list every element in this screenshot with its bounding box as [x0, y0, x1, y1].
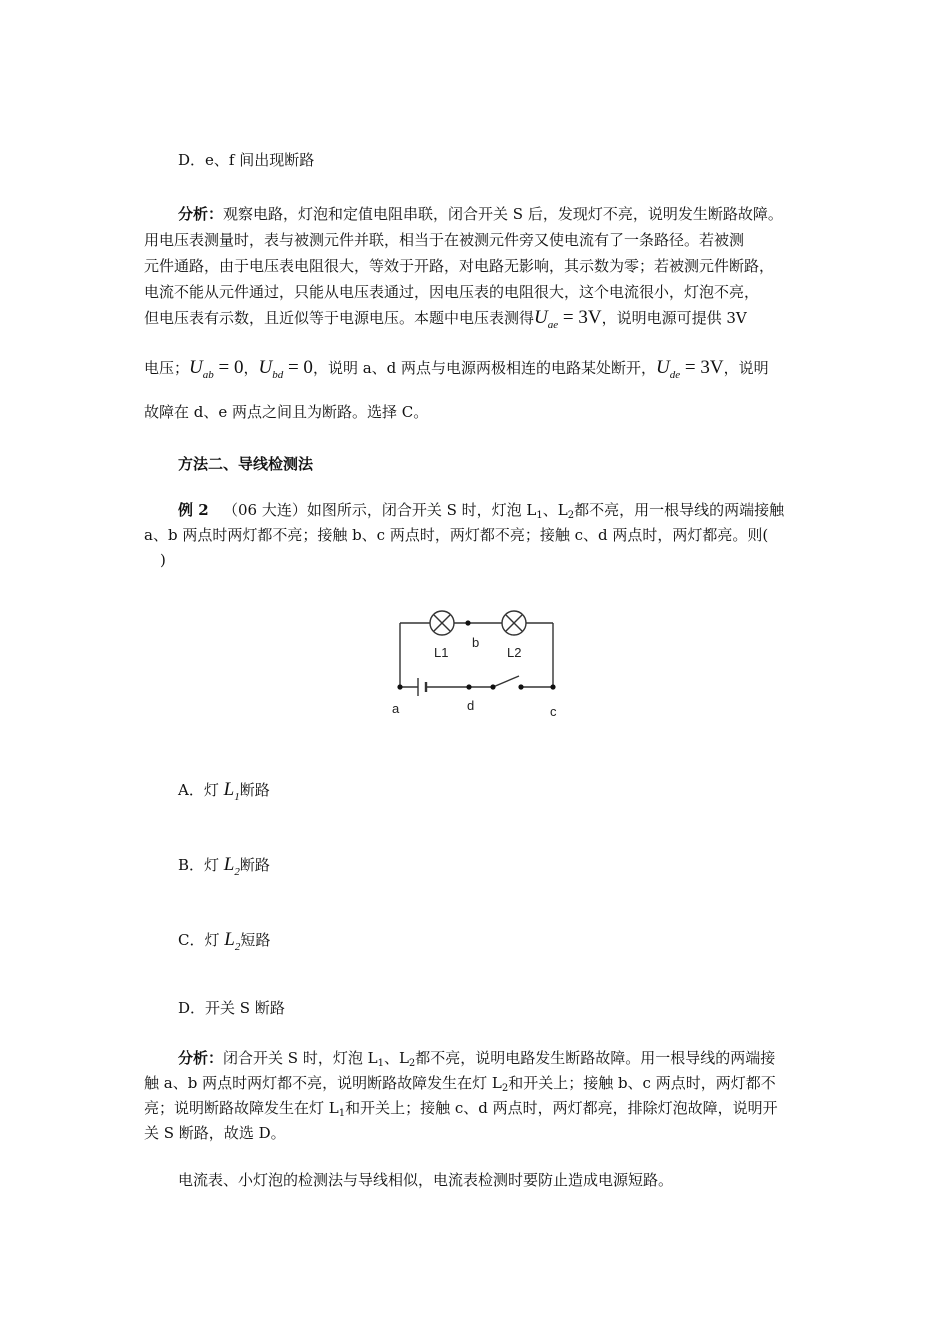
label-b: b [472, 635, 480, 650]
eq-ude: $U_{de} = 3V$ [656, 357, 724, 381]
analysis2-line1: 分析：闭合开关 S 时，灯泡 $L_1$、$L_2$都不亮，说明电路发生断路故障。用一根导线的两端接 [178, 1049, 776, 1069]
closing-paragraph: 电流表、小灯泡的检测法与导线相似，电流表检测时要防止造成电源短路。 [178, 1171, 674, 1189]
label-d: d [467, 698, 475, 713]
example2-label: 例 2 [178, 501, 209, 519]
analysis1-heading: 分析： [178, 205, 224, 223]
analysis1-line1: 分析：观察电路，灯泡和定值电阻串联，闭合开关 S 后，发现灯不亮，说明发生断路故障。 [178, 205, 783, 223]
analysis1-line3: 元件通路，由于电压表电阻很大，等效于开路，对电路无影响，其示数为零；若被测元件断路， [144, 257, 775, 275]
option-d: D．开关 S 断路 [178, 999, 285, 1017]
analysis1-line7: 故障在 d、e 两点之间且为断路。选择 C。 [144, 403, 429, 421]
eq-ubd: $U_{bd} = 0$ [258, 357, 313, 381]
analysis1-line2: 用电压表测量时，表与被测元件并联，相当于在被测元件旁又使电流有了一条路径。若被测 [144, 231, 745, 249]
analysis1-line6: 电压；$U_{ab} = 0$，$U_{bd} = 0$，说明 a、d 两点与电源两极相连的电路某处断开，$U_{de} = 3V$，说明 [144, 357, 769, 381]
node-a [397, 684, 402, 689]
analysis2-line2: 触 a、b 两点时两灯都不亮，说明断路故障发生在灯 $L_2$和开关上；接触 b、c 两点时，两灯都不 [144, 1074, 776, 1094]
analysis1-line4: 电流不能从元件通过，只能从电压表通过，因电压表的电阻很大，这个电流很小，灯泡不亮， [144, 283, 760, 301]
example2-line2: a、b 两点时两灯都不亮；接触 b、c 两点时，两灯都不亮；接触 c、d 两点时，两灯都亮。则( [144, 526, 769, 544]
label-a: a [392, 701, 400, 716]
option-a: A．灯 $L_1$断路 [178, 779, 270, 803]
label-c: c [550, 704, 557, 719]
analysis2-line4: 关 S 断路，故选 D。 [144, 1124, 286, 1142]
option-c: C．灯 $L_2$短路 [178, 929, 271, 953]
analysis2-heading: 分析： [178, 1049, 224, 1067]
option-b: B．灯 $L_2$断路 [178, 854, 270, 878]
node-c [550, 684, 555, 689]
example2-line1: 例 2 （06 大连）如图所示，闭合开关 S 时，灯泡 $L_1$、$L_2$都不亮，用一根导线的两端接触 [178, 501, 785, 521]
method2-title: 方法二、导线检测法 [178, 455, 314, 473]
label-l2: L2 [507, 645, 522, 660]
analysis1-line5: 但电压表有示数，且近似等于电源电压。本题中电压表测得$U_{ae} = 3V$，说明电源可提供 3V [144, 307, 747, 331]
eq-uab: $U_{ab} = 0$ [189, 357, 244, 381]
switch-blade [493, 676, 519, 687]
node-b [465, 620, 470, 625]
analysis2-line3: 亮；说明断路故障发生在灯 $L_1$和开关上；接触 c、d 两点时，两灯都亮，排除灯泡故障，说明开 [144, 1099, 778, 1119]
example2-line3: ) [160, 551, 166, 569]
node-d [466, 684, 471, 689]
node-switch-pivot [490, 684, 495, 689]
eq-uae: $U_{ae} = 3V$ [534, 307, 602, 331]
node-switch-contact [518, 684, 523, 689]
circuit-diagram [390, 600, 570, 725]
option-d-prev: D．e、f 间出现断路 [178, 151, 315, 169]
label-l1: L1 [434, 645, 449, 660]
